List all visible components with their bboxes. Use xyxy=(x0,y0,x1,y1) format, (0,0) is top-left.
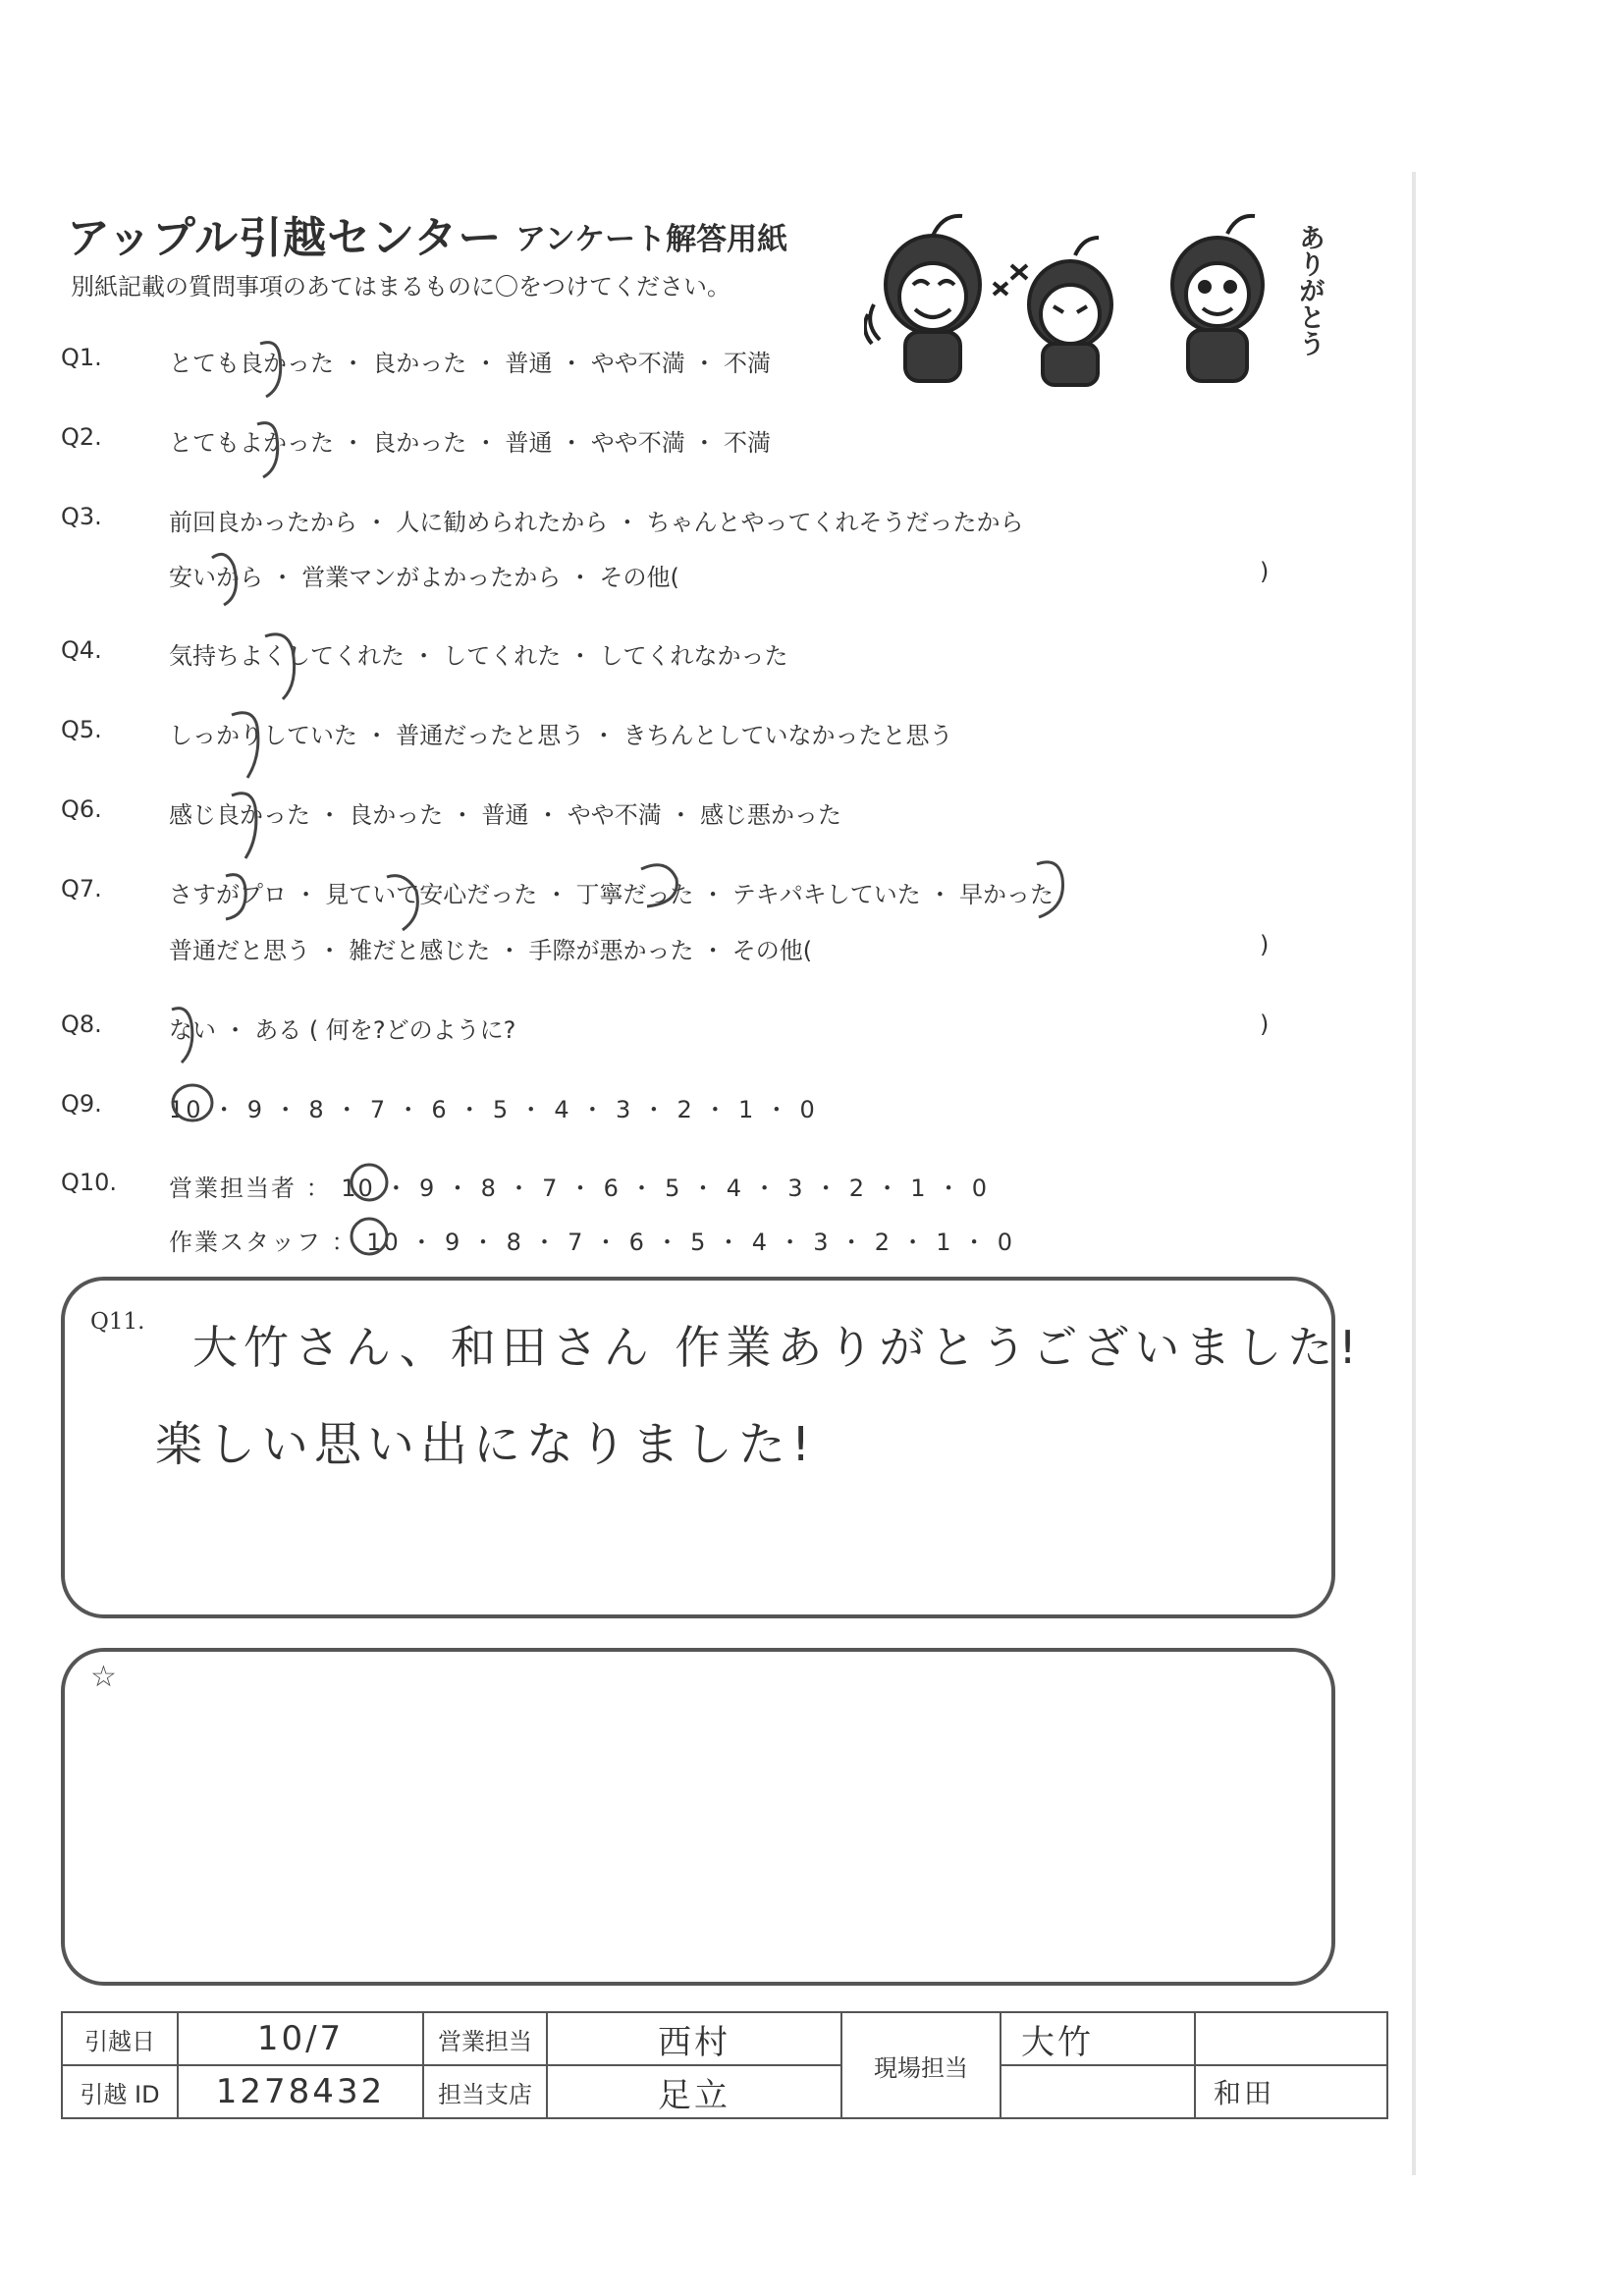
q3-options-line2: 安いから ・ 営業マンがよかったから ・ その他( xyxy=(169,564,679,591)
star-comment-box xyxy=(61,1648,1335,1986)
branch-label: 担当支店 xyxy=(423,2065,547,2118)
q4-label: Q4. xyxy=(61,636,102,664)
q8-label: Q8. xyxy=(61,1011,102,1038)
q11-label: Q11. xyxy=(90,1309,145,1335)
q4-options: 気持ちよくしてくれた ・ してくれた ・ してくれなかった xyxy=(169,642,788,670)
q9-scale: 10 ・ 9 ・ 8 ・ 7 ・ 6 ・ 5 ・ 4 ・ 3 ・ 2 ・ 1 ・ 0 xyxy=(169,1096,817,1123)
q11-handwritten-line1: 大竹さん、和田さん 作業ありがとうございました! xyxy=(192,1321,1363,1374)
q10-sales-scale: 営業担当者 ： 10 ・ 9 ・ 8 ・ 7 ・ 6 ・ 5 ・ 4 ・ 3 ・ 2 ・ 1 ・ 0 xyxy=(169,1175,990,1202)
q7-options-line2: 普通だと思う ・ 雑だと感じた ・ 手際が悪かった ・ その他( xyxy=(169,937,813,964)
move-info-table xyxy=(61,2011,1388,2119)
q6-options: 感じ良かった ・ 良かった ・ 普通 ・ やや不満 ・ 感じ悪かった xyxy=(169,801,842,829)
q7-label: Q7. xyxy=(61,875,102,902)
q2-label: Q2. xyxy=(61,423,102,451)
q1-label: Q1. xyxy=(61,344,102,371)
q1-options: とても良かった ・ 良かった ・ 普通 ・ やや不満 ・ 不満 xyxy=(169,350,772,377)
move-date-value: 10/7 xyxy=(178,2012,423,2065)
branch-value: 足立 xyxy=(547,2065,841,2118)
q3-paren-close: ) xyxy=(1260,558,1270,585)
q5-options: しっかりしていた ・ 普通だったと思う ・ きちんとしていなかったと思う xyxy=(169,722,953,749)
mascot-caption: ありがとう xyxy=(1294,224,1325,356)
q3-options-line1: 前回良かったから ・ 人に勧められたから ・ ちゃんとやってくれそうだったから xyxy=(169,509,1024,536)
q8-options: ない ・ ある ( 何を?どのように? xyxy=(169,1016,516,1044)
q7-options-line1: さすがプロ ・ 見ていて安心だった ・ 丁寧だった ・ テキパキしていた ・ 早かった xyxy=(169,881,1055,908)
instruction-text: 別紙記載の質問事項のあてはまるものに〇をつけてください。 xyxy=(71,273,730,301)
move-date-label: 引越日 xyxy=(62,2012,178,2065)
sales-value: 西村 xyxy=(547,2012,841,2065)
q8-paren-close: ) xyxy=(1260,1011,1270,1038)
q10-staff-scale: 作業スタッフ ： 10 ・ 9 ・ 8 ・ 7 ・ 6 ・ 5 ・ 4 ・ 3 ・ 2 ・ 1 ・ 0 xyxy=(169,1229,1015,1256)
q5-label: Q5. xyxy=(61,716,102,743)
site-label: 現場担当 xyxy=(841,2012,1001,2118)
q7-paren-close: ) xyxy=(1260,931,1270,958)
company-title: アップル引越センター xyxy=(67,213,503,263)
site-value-primary: 大竹 xyxy=(1001,2012,1195,2065)
form-subtitle: アンケート解答用紙 xyxy=(515,222,788,257)
q2-options: とてもよかった ・ 良かった ・ 普通 ・ やや不満 ・ 不満 xyxy=(169,429,772,457)
q3-label: Q3. xyxy=(61,503,102,530)
site-empty-cell-top xyxy=(1195,2012,1387,2065)
site-empty-cell-bottom xyxy=(1001,2065,1195,2118)
move-id-label: 引越 ID xyxy=(62,2065,178,2118)
move-id-value: 1278432 xyxy=(178,2065,423,2118)
q10-label: Q10. xyxy=(61,1169,118,1196)
q11-handwritten-line2: 楽しい思い出になりました! xyxy=(155,1417,817,1472)
sales-label: 営業担当 xyxy=(423,2012,547,2065)
star-icon: ☆ xyxy=(90,1660,117,1694)
q9-label: Q9. xyxy=(61,1090,102,1118)
q6-label: Q6. xyxy=(61,795,102,823)
site-value-secondary: 和田 xyxy=(1195,2065,1387,2118)
